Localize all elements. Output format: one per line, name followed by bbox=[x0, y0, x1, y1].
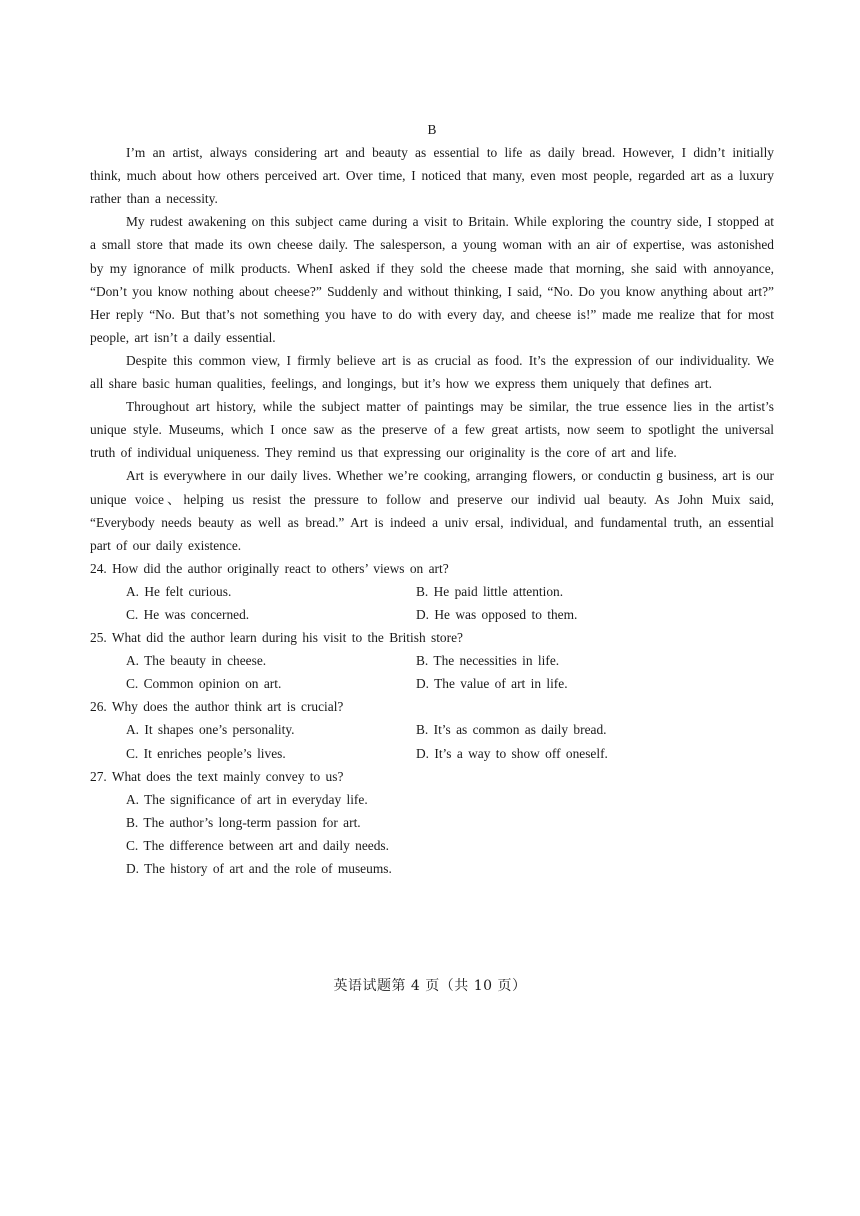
option-a: A. The beauty in cheese. bbox=[126, 653, 267, 669]
section-heading: B bbox=[427, 122, 437, 137]
options bbox=[90, 649, 774, 695]
question-27 bbox=[90, 765, 774, 880]
option-b: B. The author’s long-term passion for art. bbox=[126, 814, 361, 830]
paragraph: Art is everywhere in our daily lives. Whether we’re cooking, arranging flowers, or conductin g business, art is our unique voice、helping us resist the pressure to follow and preserve our individ ual beauty. As John Muix said, “Everybody needs beauty as well as bread.” Art is indeed a univ ersal, individual, and fundamental truth, an essential part of our daily existence. bbox=[90, 468, 774, 553]
option-d: D. He was opposed to them. bbox=[416, 606, 578, 622]
paragraph: Despite this common view, I firmly believe art is as crucial as food. It’s the expression of our individuality. We all share basic human qualities, feelings, and longings, but it’s how we express them uniquely that defines art. bbox=[90, 352, 774, 392]
options bbox=[90, 718, 774, 764]
question-stem: 27. What does the text mainly convey to us? bbox=[90, 768, 344, 784]
paragraph: My rudest awakening on this subject came during a visit to Britain. While exploring the country side, I stopped at a small store that made its own cheese daily. The salesperson, a young woman with an air of expertise, was astonished by my ignorance of milk products. WhenI asked if they sold the cheese made that morning, she said with annoyance, “Don’t you know nothing about cheese?” Suddenly and without thinking, I said, “No. Do you know anything about art?” Her reply “No. But that’s not something you have to do with every day, and cheese is!” made me realize that for most people, art isn’t a daily essential. bbox=[90, 214, 774, 345]
option-c: C. The difference between art and daily needs. bbox=[126, 837, 389, 853]
question-stem: 26. Why does the author think art is crucial? bbox=[90, 699, 344, 715]
paragraph: Throughout art history, while the subject matter of paintings may be similar, the true essence lies in the artist’s unique style. Museums, which I once saw as the preserve of a few great artists, now seem to spotlight the universal truth of individual uniqueness. They remind us that expressing our originality is the core of art and life. bbox=[90, 399, 774, 461]
option-a: A. The significance of art in everyday life. bbox=[126, 791, 368, 807]
question-stem: 25. What did the author learn during his visit to the British store? bbox=[90, 630, 463, 646]
option-c: C. Common opinion on art. bbox=[126, 676, 282, 692]
option-c: C. He was concerned. bbox=[126, 606, 250, 622]
options bbox=[90, 788, 774, 880]
page-footer: 英语试题第 4 页（共 10 页） bbox=[333, 978, 527, 994]
option-c: C. It enriches people’s lives. bbox=[126, 745, 286, 761]
question-26 bbox=[90, 695, 774, 764]
question-25 bbox=[90, 626, 774, 695]
option-a: A. It shapes one’s personality. bbox=[126, 722, 295, 738]
reading-passage bbox=[90, 141, 774, 557]
options bbox=[90, 580, 774, 626]
option-a: A. He felt curious. bbox=[126, 583, 232, 599]
option-b: B. The necessities in life. bbox=[416, 653, 560, 669]
question-24 bbox=[90, 557, 774, 626]
option-b: B. He paid little attention. bbox=[416, 583, 564, 599]
option-b: B. It’s as common as daily bread. bbox=[416, 722, 607, 738]
option-d: D. It’s a way to show off oneself. bbox=[416, 745, 608, 761]
exam-page bbox=[90, 118, 774, 880]
option-d: D. The value of art in life. bbox=[416, 676, 568, 692]
paragraph: I’m an artist, always considering art and beauty as essential to life as daily bread. However, I didn’t initially think, much about how others perceived art. Over time, I noticed that many, even most people, regarded art as a luxury rather than a necessity. bbox=[90, 145, 774, 207]
option-d: D. The history of art and the role of museums. bbox=[126, 861, 392, 876]
question-stem: 24. How did the author originally react to others’ views on art? bbox=[90, 560, 449, 576]
